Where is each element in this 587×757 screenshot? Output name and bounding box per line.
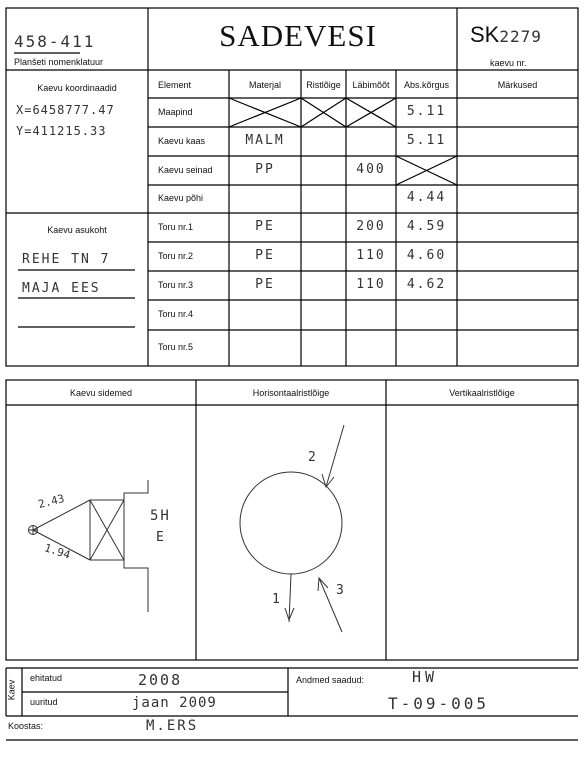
cell-height: 4.60 — [406, 247, 447, 263]
cell-height: 5.11 — [406, 132, 447, 148]
coordinate-y: Y=411215.33 — [16, 124, 107, 138]
location-line-1: REHE TN 7 — [22, 252, 111, 267]
pipe-1-label: 1 — [272, 592, 282, 607]
cell-element: Maapind — [158, 106, 193, 117]
cell-element: Toru nr.5 — [158, 342, 194, 352]
col-header-section: Ristlõige — [306, 80, 341, 90]
tie-distance-2: 1.94 — [42, 541, 72, 562]
well-number: 2279 — [499, 27, 542, 46]
location-label: Kaevu asukoht — [47, 225, 107, 235]
cell-height: 4.44 — [406, 190, 447, 205]
cell-element: Kaevu põhi — [158, 193, 204, 203]
well-number-field — [470, 22, 542, 48]
location-line-2: MAJA EES — [22, 281, 101, 296]
building-label-2: E — [156, 530, 166, 545]
well-label: kaevu nr. — [490, 58, 527, 68]
sheet-number: 458-411 — [14, 32, 96, 51]
cell-material: PE — [255, 247, 275, 263]
data-from-value: HW — [412, 668, 439, 686]
vertical-section-label: Vertikaalristlõige — [449, 388, 515, 398]
pipe-3-label: 3 — [336, 583, 346, 598]
surveyed-label: uuritud — [30, 697, 58, 707]
cell-element: Toru nr.3 — [158, 279, 194, 290]
cell-height: 4.59 — [406, 218, 447, 234]
cell-diameter: 400 — [356, 161, 386, 177]
pipe-2-label: 2 — [308, 450, 318, 465]
horizontal-section-sketch — [240, 425, 344, 632]
col-header-material: Materjal — [248, 80, 281, 90]
cell-element: Toru nr.2 — [158, 250, 194, 261]
cell-element: Toru nr.4 — [158, 309, 194, 319]
building-label-1: 5H — [150, 508, 171, 524]
well-side-label: Kaev — [6, 679, 17, 701]
tie-distance-1: 2.43 — [36, 491, 66, 512]
built-value: 2008 — [138, 671, 183, 689]
well-prefix: SK — [470, 22, 500, 47]
coordinate-x: X=6458777.47 — [16, 103, 115, 117]
col-header-element: Element — [158, 80, 192, 90]
cell-element: Kaevu seinad — [158, 164, 213, 175]
cell-diameter: 110 — [356, 276, 386, 292]
col-header-notes: Märkused — [497, 80, 538, 90]
built-label: ehitatud — [30, 673, 63, 683]
data-from-label: Andmed saadud: — [296, 675, 365, 685]
col-header-diameter: Läbimõõt — [352, 80, 390, 90]
cell-diameter: 110 — [356, 247, 386, 263]
page-title: SADEVESI — [219, 18, 377, 53]
cell-material: MALM — [245, 132, 285, 148]
reference-number: T-09-005 — [388, 694, 490, 713]
compiled-label: Koostas: — [8, 721, 44, 731]
cell-material: PP — [255, 161, 275, 177]
cell-element: Kaevu kaas — [158, 135, 206, 146]
cell-height: 4.62 — [406, 276, 447, 292]
cell-diameter: 200 — [356, 218, 386, 234]
cell-element: Toru nr.1 — [158, 221, 194, 232]
col-header-height: Abs.kõrgus — [403, 80, 450, 90]
ties-label: Kaevu sidemed — [69, 388, 133, 398]
cell-material: PE — [255, 218, 275, 234]
coordinates-label: Kaevu koordinaadid — [37, 83, 117, 93]
surveyed-value: jaan 2009 — [132, 695, 217, 711]
sheet-label: Planšeti nomenklatuur — [14, 57, 104, 67]
cell-material: PE — [255, 276, 275, 292]
compiled-value: M.ERS — [146, 718, 199, 734]
horizontal-section-label: Horisontaalristlõige — [252, 388, 330, 398]
cell-height: 5.11 — [406, 103, 447, 119]
